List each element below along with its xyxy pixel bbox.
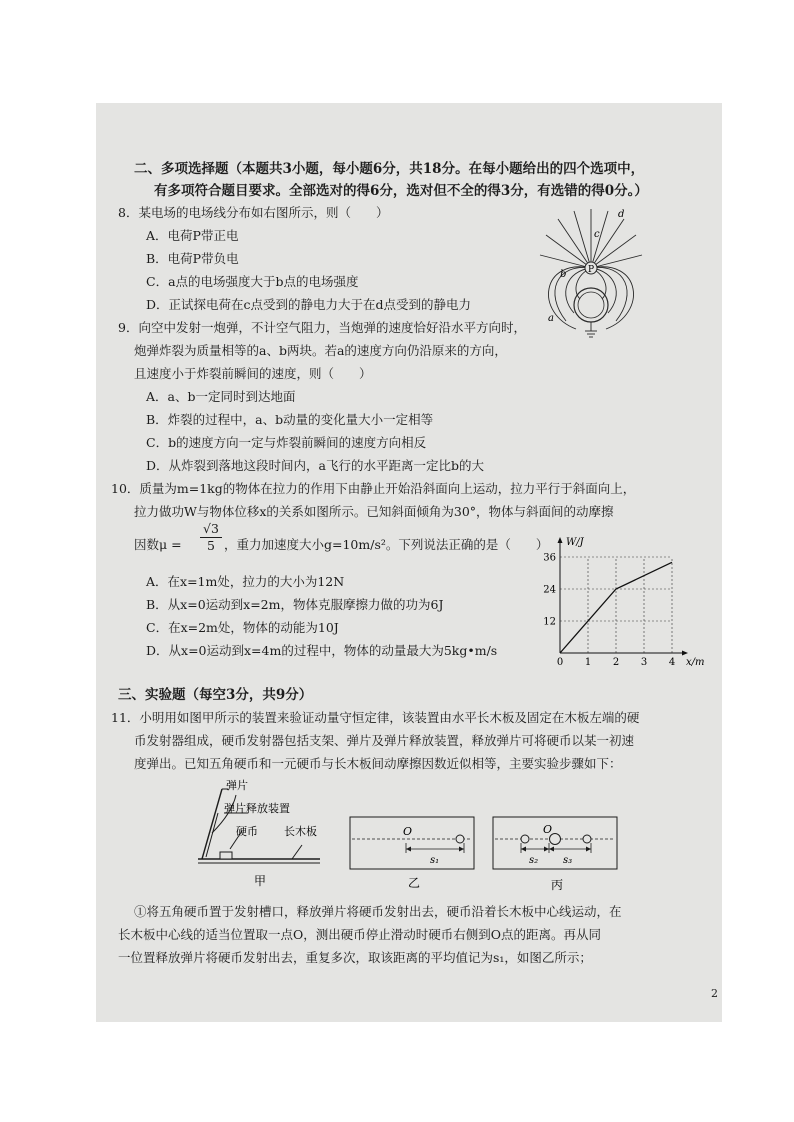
- x-tick-1: 1: [584, 657, 592, 668]
- q10-option-c: C．在x=2m处，物体的动能为10J: [146, 620, 339, 635]
- q10-mu-denominator: 5: [207, 538, 215, 553]
- q9-option-c: C．b的速度方向一定与炸裂前瞬间的速度方向相反: [146, 435, 427, 450]
- q10-mu-numerator: √3: [203, 521, 219, 536]
- q10-chart-grid: [560, 557, 672, 653]
- x-axis-arrow: [682, 651, 688, 656]
- q8-option-c: C．a点的电场强度大于b点的电场强度: [146, 274, 359, 289]
- q10-work-displacement-chart: [536, 535, 706, 675]
- q11-step1-line1: ①将五角硬币置于发射槽口，释放弹片将硬币发射出去，硬币沿着长木板中心线运动，在: [134, 904, 622, 919]
- q11-label-tanpian: 弹片: [226, 779, 248, 792]
- y-tick-12: 12: [543, 616, 556, 628]
- q11-label-mubao: 长木板: [284, 825, 317, 838]
- q11-figure-bing: [491, 813, 621, 893]
- q11-stem-line2: 币发射器组成，硬币发射器包括支架、弹片及弹片释放装置，释放弹片可将硬币以某一初速: [134, 733, 635, 748]
- q11-figure-jia: [192, 773, 332, 888]
- page-number: 2: [711, 987, 718, 1000]
- q11-stem-line1: 11．小明用如图甲所示的装置来验证动量守恒定律，该装置由水平长木板及固定在木板左端的硬: [111, 710, 640, 725]
- q9-stem-line3: 且速度小于炸裂前瞬间的速度，则（ ）: [134, 366, 372, 381]
- q11-caption-bing: 丙: [551, 878, 564, 892]
- q9-option-a: A．a、b一定同时到达地面: [146, 389, 296, 404]
- q8-label-d: d: [618, 209, 625, 220]
- q11-label-shifang: 弹片释放装置: [224, 802, 290, 815]
- q8-option-d: D．正试探电荷在c点受到的静电力大于在d点受到的静电力: [146, 297, 472, 312]
- q11-figure-yi: [348, 813, 478, 891]
- q11-step1-line3: 一位置释放弹片将硬币发射出去，重复多次，取该距离的平均值记为s₁，如图乙所示；: [118, 950, 592, 965]
- q10-mu-fraction: [200, 521, 222, 554]
- q11-yi-label-s1: s₁: [430, 855, 440, 866]
- q10-option-b: B．从x=0运动到x=2m，物体克服摩擦力做的功为6J: [146, 597, 444, 612]
- y-tick-24: 24: [543, 584, 556, 596]
- q8-option-b: B．电荷P带负电: [146, 251, 239, 266]
- q10-stem-line1: 10．质量为m=1kg的物体在拉力的作用下由静止开始沿斜面向上运动，拉力平行于斜面向上，: [111, 481, 636, 496]
- q8-stem: 8．某电场的电场线分布如右图所示，则（ ）: [118, 205, 389, 220]
- q11-bing-label-s3: s₃: [563, 855, 573, 866]
- q10-chart-ylabel: W/J: [566, 537, 584, 548]
- q11-bing-label-o: O: [543, 823, 553, 836]
- q8-label-p: P: [587, 265, 595, 275]
- q10-stem-line2: 拉力做功W与物体位移x的关系如图所示。已知斜面倾角为30°，物体与斜面间的动摩擦: [134, 504, 614, 519]
- exam-page: [96, 103, 722, 1022]
- q11-label-yingbi: 硬币: [236, 825, 258, 838]
- q8-label-b: b: [560, 269, 567, 280]
- q9-stem-line2: 炮弹炸裂为质量相等的a、b两块。若a的速度方向仍沿原来的方向，: [134, 343, 507, 358]
- section3-title: 三、实验题（每空3分，共9分）: [118, 687, 313, 703]
- q9-option-d: D．从炸裂到落地这段时间内，a飞行的水平距离一定比b的大: [146, 458, 484, 473]
- q10-option-d: D．从x=0运动到x=4m的过程中，物体的动量最大为5kg•m/s: [146, 643, 498, 658]
- y-tick-36: 36: [543, 552, 556, 564]
- q8-label-c: c: [594, 229, 600, 240]
- q11-bing-label-s2: s₂: [529, 855, 539, 866]
- q10-mu-suffix: ，重力加速度大小g=10m/s²。下列说法正确的是（ ）: [224, 537, 549, 552]
- section2-title-line2: 有多项符合题目要求。全部选对的得6分，选对但不全的得3分，有选错的得0分。）: [154, 183, 648, 199]
- q11-stem-line3: 度弹出。已知五角硬币和一元硬币与长木板间动摩擦因数近似相等，主要实验步骤如下：: [134, 756, 622, 771]
- q9-option-b: B．炸裂的过程中，a、b动量的变化量大小一定相等: [146, 412, 434, 427]
- q8-label-a: a: [548, 313, 554, 324]
- q10-mu-prefix: 因数μ =: [134, 537, 182, 552]
- section2-title-line1: 二、多项选择题（本题共3小题，每小题6分，共18分。在每小题给出的四个选项中，: [134, 161, 645, 177]
- x-tick-3: 3: [640, 657, 648, 668]
- q9-stem-line1: 9．向空中发射一炮弹，不计空气阻力，当炮弹的速度恰好沿水平方向时，: [118, 320, 526, 335]
- y-axis-arrow: [558, 537, 563, 543]
- q11-yi-label-o: O: [403, 825, 413, 838]
- q10-option-a: A．在x=1m处，拉力的大小为12N: [146, 574, 345, 589]
- q8-option-a: A．电荷P带正电: [146, 228, 239, 243]
- q11-step1-line2: 长木板中心线的适当位置取一点O，测出硬币停止滑动时硬币右侧到O点的距离。再从同: [118, 927, 601, 942]
- x-tick-4: 4: [668, 657, 676, 668]
- q10-chart-axes: [558, 537, 689, 656]
- q11-caption-yi: 乙: [408, 876, 421, 890]
- x-tick-0: 0: [556, 657, 564, 668]
- q11-caption-jia: 甲: [254, 874, 267, 888]
- q8-field-diagram: [536, 203, 646, 341]
- x-tick-2: 2: [612, 657, 620, 668]
- q10-chart-xlabel: x/m: [686, 657, 705, 668]
